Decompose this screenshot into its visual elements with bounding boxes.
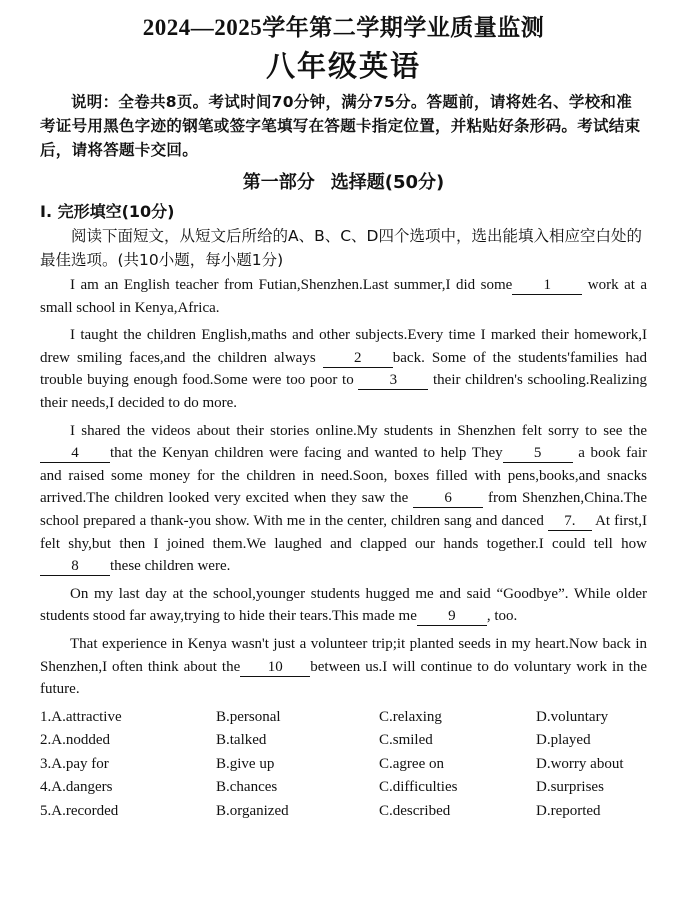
blank-8: 8 [40, 558, 110, 576]
option-3b: B.give up [216, 755, 275, 772]
text: I taught the children English,maths and other subjects.Every time I marked their homework,I drew smiling faces,and the children always [40, 327, 647, 366]
option-1c: C.relaxing [379, 708, 442, 725]
passage-paragraph-3 [40, 420, 647, 578]
option-4a: 4.A.dangers [40, 779, 113, 796]
section-title: I. 完形填空(10分) [40, 202, 175, 221]
text: a book fair and raised some money for the children in need.Soon, boxes filled with pens,books,and snacks arrived.The children looked very excited when they saw the [40, 445, 647, 507]
blank-2: 2 [323, 350, 393, 368]
option-2d: D.played [536, 732, 591, 749]
text: At first,I felt shy,but then I joined them.We laughed and clapped our hands together.I could tell how [40, 512, 647, 552]
cloze-passage [40, 274, 647, 701]
option-3a: 3.A.pay for [40, 755, 109, 772]
option-row-3 [40, 753, 647, 777]
text: I am an English teacher from Futian,Shenzhen.Last summer,I did some [70, 277, 513, 293]
text: that the Kenyan children were facing and wanted to help They [110, 445, 503, 462]
blank-3: 3 [358, 372, 428, 390]
option-2b: B.talked [216, 732, 267, 749]
option-5b: B.organized [216, 802, 289, 819]
option-2a: 2.A.nodded [40, 732, 110, 749]
option-3c: C.agree on [379, 755, 444, 772]
option-1d: D.voluntary [536, 708, 609, 725]
text: from Shenzhen,China.The school prepared a thank-you show. With me in the center, children sang and danced [40, 490, 647, 529]
blank-10: 10 [240, 659, 310, 677]
text: I shared the videos about their stories online.My students in Shenzhen felt sorry to see the [70, 422, 647, 439]
option-5a: 5.A.recorded [40, 802, 119, 819]
option-1b: B.personal [216, 708, 281, 725]
text: work at a small school in Kenya,Africa. [40, 277, 648, 316]
part-name: 选择题(50分) [330, 172, 445, 193]
option-2c: C.smiled [379, 732, 433, 749]
passage-paragraph-4 [40, 583, 647, 628]
blank-4: 4 [40, 445, 110, 463]
part-label: 第一部分 [242, 172, 315, 193]
blank-6: 6 [413, 490, 483, 508]
passage-paragraph-1 [40, 274, 647, 319]
text: back. Some of the students'families had trouble buying enough food.Some were too poor to [40, 349, 647, 389]
option-row-5 [40, 800, 647, 824]
section-directions: 阅读下面短文，从短文后所给的A、B、C、D四个选项中，选出能填入相应空白处的最佳选项。(共10小题，每小题1分) [40, 227, 642, 269]
exam-title: 2024—2025学年第二学期学业质量监测 [142, 15, 545, 40]
passage-paragraph-5 [40, 633, 647, 701]
blank-5: 5 [503, 445, 573, 463]
option-row-4 [40, 776, 647, 800]
option-row-2 [40, 729, 647, 753]
text: On my last day at the school,younger students hugged me and said “Goodbye”. While older students stood far away,trying to hide their tears.This made me [40, 585, 647, 625]
text: That experience in Kenya wasn't just a volunteer trip;it planted seeds in my heart.Now back in Shenzhen,I often think about the [40, 635, 647, 675]
option-4b: B.chances [216, 779, 278, 796]
blank-1: 1 [512, 277, 582, 295]
blank-7: 7. [548, 513, 592, 531]
blank-9: 9 [417, 608, 487, 626]
option-5c: C.described [379, 802, 451, 819]
option-4d: D.surprises [536, 779, 604, 796]
option-3d: D.worry about [536, 755, 624, 772]
answer-options [40, 706, 647, 824]
text: these children were. [110, 558, 231, 575]
text: , too. [486, 608, 518, 625]
option-5d: D.reported [536, 802, 601, 819]
text: their children's schooling.Realizing their needs,I decided to do more. [40, 372, 648, 411]
text: between us.I will continue to do voluntary work in the future. [40, 658, 647, 698]
part-title [40, 170, 647, 196]
passage-paragraph-2 [40, 324, 647, 414]
exam-instructions: 说明：全卷共8页。考试时间70分钟，满分75分。答题前，请将姓名、学校和准考证号用黑色字迹的钢笔或签字笔填写在答题卡指定位置，并粘贴好条形码。考试结束后，请将答题卡交回。 [40, 93, 641, 159]
option-row-1 [40, 706, 647, 730]
subject-title: 八年级英语 [265, 51, 421, 83]
option-1a: 1.A.attractive [40, 708, 122, 725]
option-4c: C.difficulties [379, 779, 458, 796]
